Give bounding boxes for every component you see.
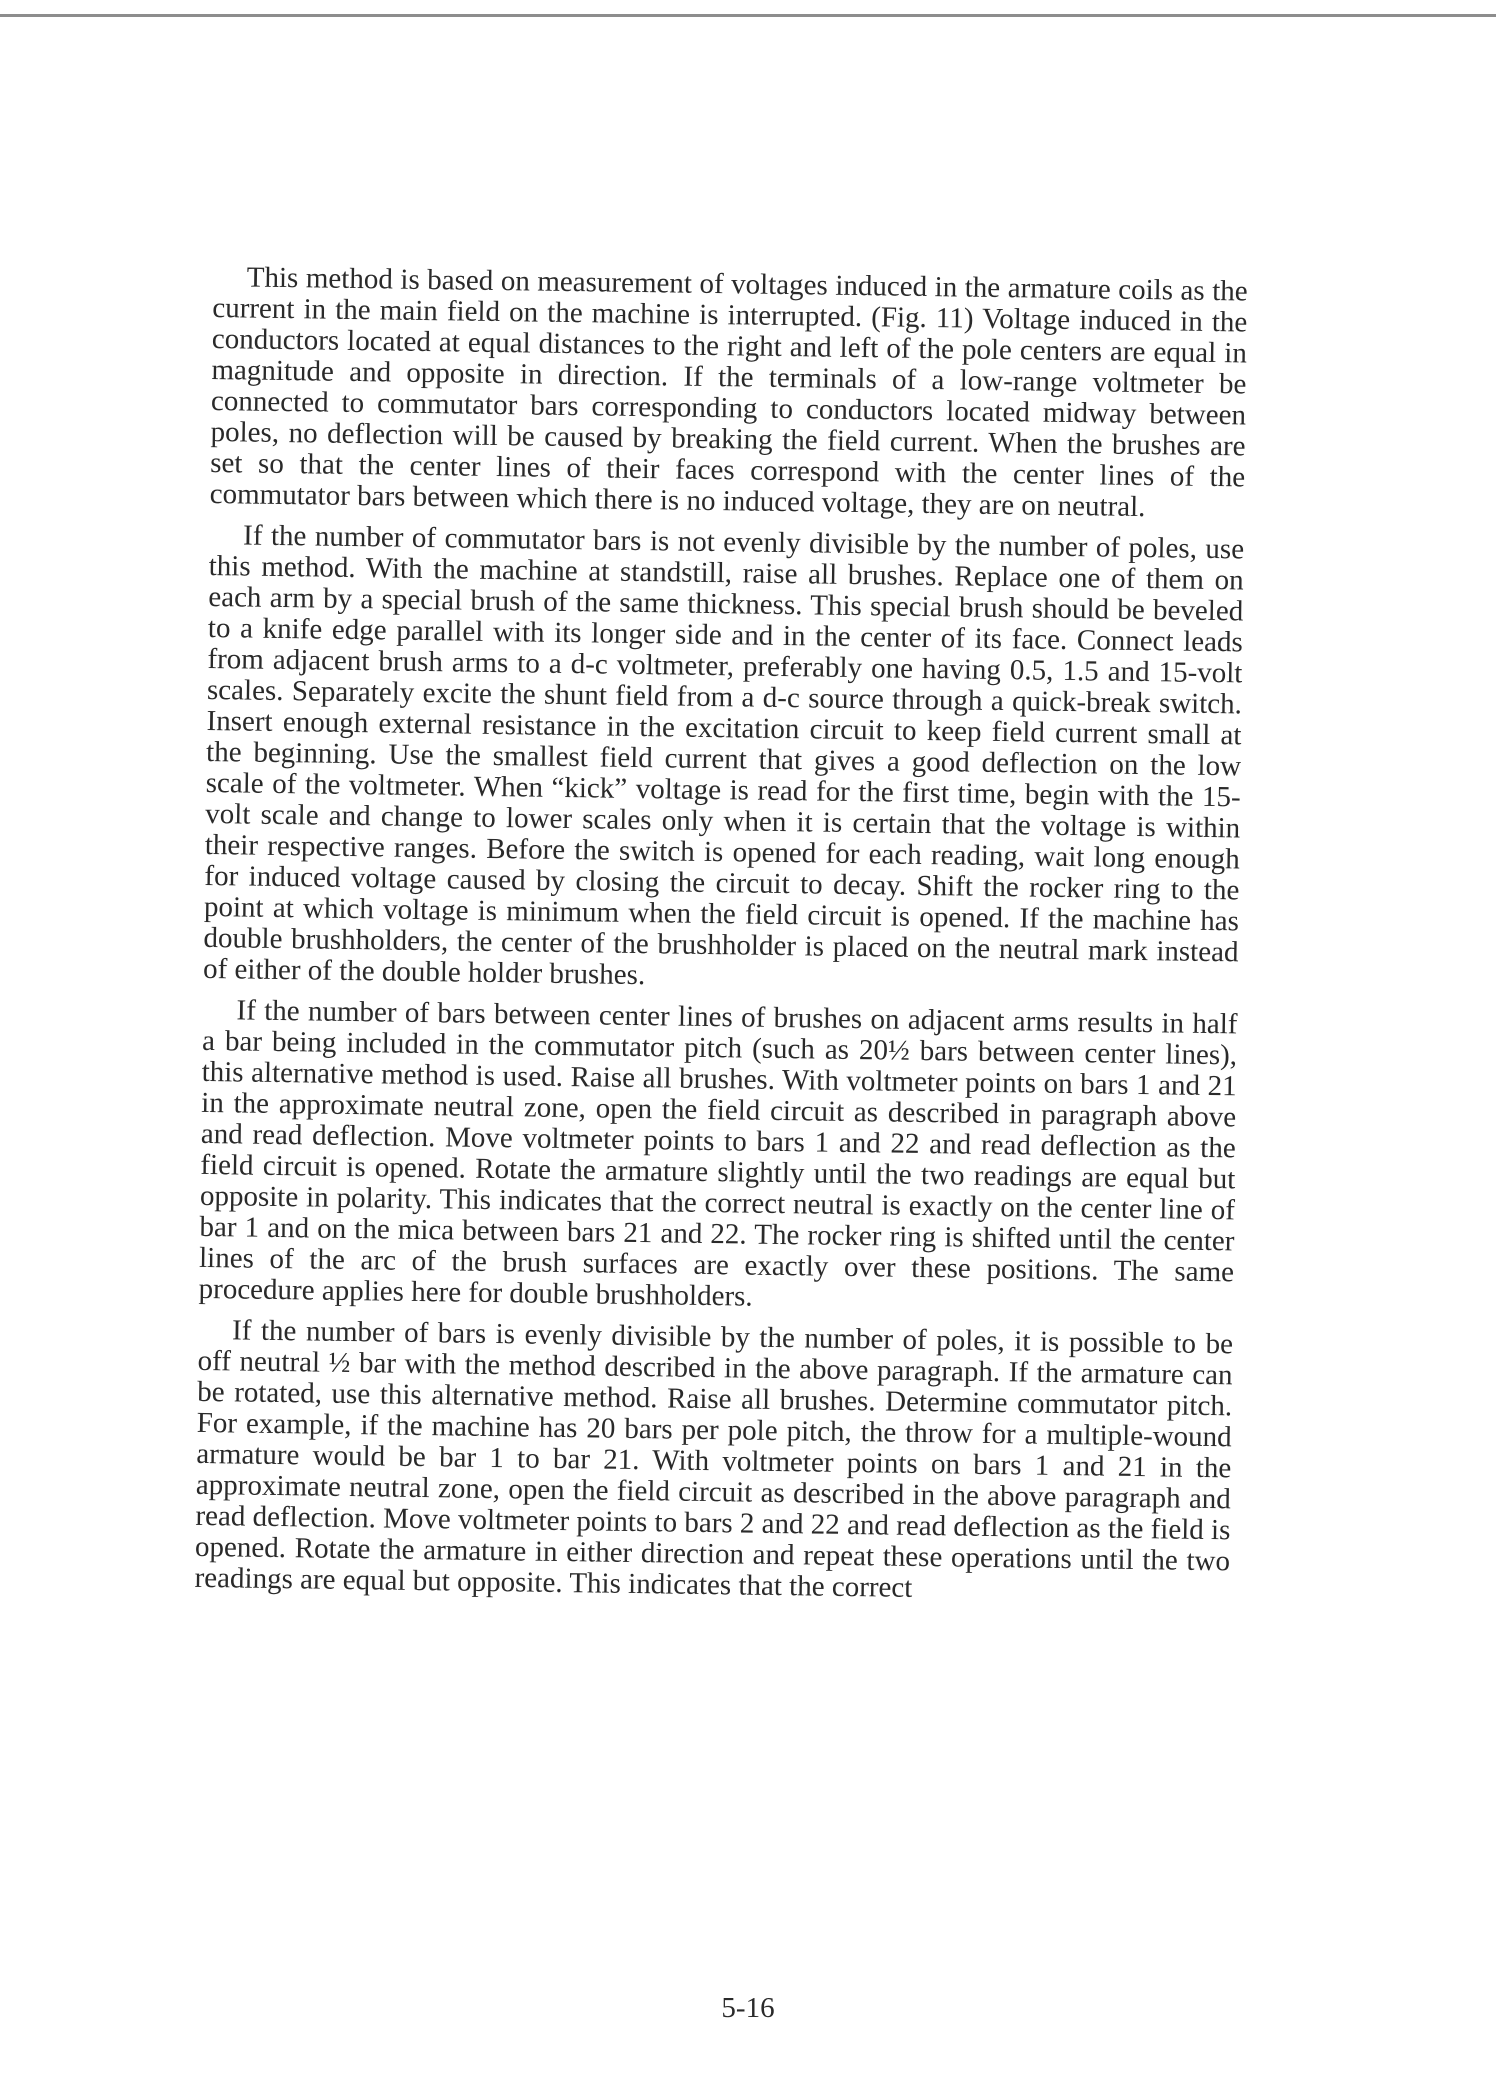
paragraph-special-brush-method: If the number of commutator bars is not evenly divisible by the number of poles, use this method. With the machine at standstill, raise all brushes. Replace one of them on each arm by a special brush of the same thickness. This special brush should be beveled to a knife edge parallel with its longer side and in the center of its face. Connect leads from adjacent brush arms to a d-c voltmeter, preferably one having 0.5, 1.5 and 15-volt scales. Separately excite the shunt field from a d-c source through a quick-break switch. Insert enough external resistance in the excitation circuit to keep field current small at the beginning. Use the smallest field current that gives a good deflection on the low scale of the voltmeter. When “kick” voltage is read for the first time, begin with the 15-volt scale and change to lower scales only when it is certain that the voltage is within their respective ranges. Before the switch is opened for each reading, wait long enough for induced voltage caused by closing the circuit to decay. Shift the rocker ring to the point at which voltage is minimum when the field circuit is opened. If the machine has double brushholders, the center of the brushholder is placed on the neutral mark instead of either of the double holder brushes. (202, 519, 1245, 992)
paragraph-voltage-induction-method: This method is based on measurement of voltages induced in the armature coils as the current in the main field on the machine is interrupted. (Fig. 11) Voltage induced in the conductors located at equal distances to the right and left of the pole centers are equal in magnitude and opposite in direction. If the terminals of a low-range voltmeter be connected to commutator bars corresponding to conductors located midway between poles, no deflection will be caused by breaking the field current. When the brushes are set so that the center lines of their faces correspond with the center lines of the commutator bars between which there is no induced voltage, they are on neutral. (209, 261, 1248, 524)
paragraph-evenly-divisible-method: If the number of bars is evenly divisible by the number of poles, it is possible to be off neutral ½ bar with the method described in the above paragraph. If the armature can be rotated, use this alternative method. Raise all brushes. Determine commutator pitch. For example, if the machine has 20 bars per pole pitch, the throw for a multiple-wound armature would be bar 1 to bar 21. With voltmeter points on bars 1 and 21 in the approximate neutral zone, open the field circuit as described in the above paragraph and read deflection. Move voltmeter points to bars 2 and 22 and read deflection as the field is opened. Rotate the armature in either direction and repeat these operations until the two readings are equal but opposite. This indicates that the correct (194, 1314, 1234, 1604)
paragraph-half-bar-pitch-method: If the number of bars between center lines of brushes on adjacent arms results in half a bar being included in the commutator pitch (such as 20½ bars between center lines), this alternative method is used. Raise all brushes. With voltmeter points on bars 1 and 21 in the approximate neutral zone, open the field circuit as described in paragraph above and read deflection. Move voltmeter points to bars 1 and 22 and read deflection as the field circuit is opened. Rotate the armature slightly until the two readings are equal but opposite in polarity. This indicates that the correct neutral is exactly on the center line of bar 1 and on the mica between bars 21 and 22. The rocker ring is shifted until the center lines of the arc of the brush surfaces are exactly over these positions. The same procedure applies here for double brushholders. (198, 994, 1238, 1313)
page-number: 5-16 (721, 1992, 775, 2024)
document-body (194, 262, 1247, 1608)
top-border-rule (0, 14, 1496, 17)
